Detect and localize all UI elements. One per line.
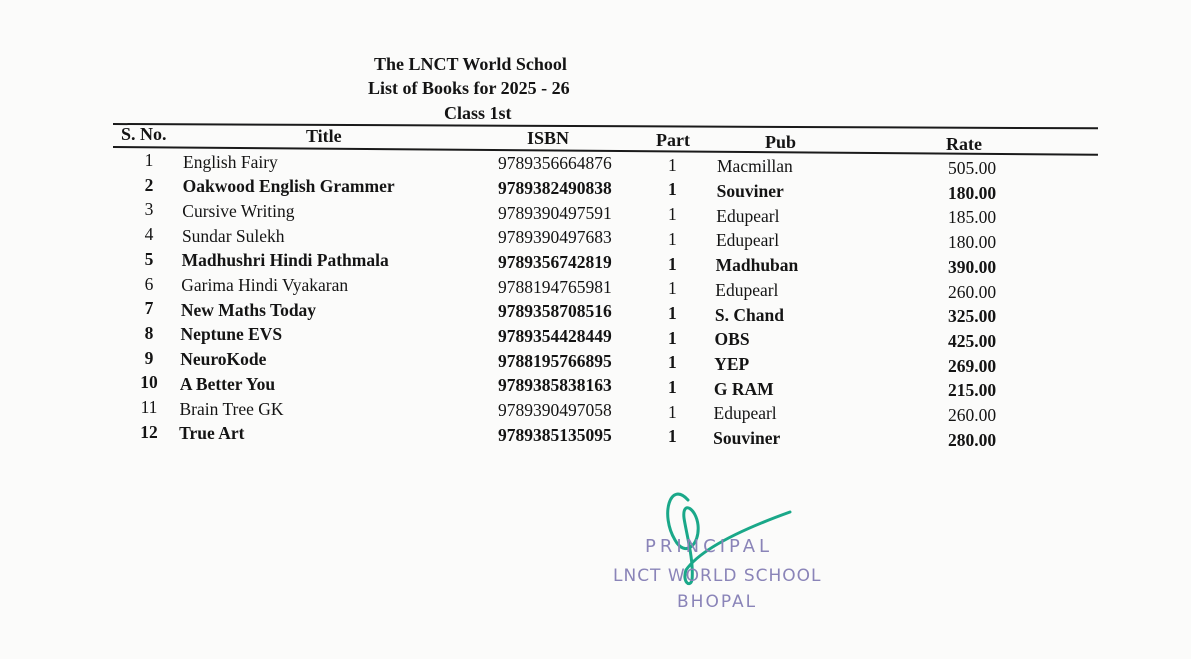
cell-part: 1 (668, 401, 677, 422)
cell-title: English Fairy (183, 151, 278, 172)
cell-rate: 505.00 (948, 158, 997, 178)
table-row (0, 421, 1191, 450)
cell-part: 1 (668, 154, 677, 175)
cell-isbn: 9789390497058 (498, 400, 612, 421)
table-row (0, 298, 1191, 327)
cell-title: Sundar Sulekh (181, 225, 285, 246)
cell-pub: Edupearl (715, 279, 779, 300)
column-header-sno: S. No. (121, 124, 167, 144)
cell-pub: Edupearl (713, 403, 777, 424)
cell-rate: 185.00 (948, 207, 997, 228)
cell-title: Brain Tree GK (179, 398, 284, 419)
cell-pub: Madhuban (715, 255, 799, 276)
table-row (0, 174, 1191, 203)
cell-part: 1 (668, 327, 677, 348)
table-row (0, 347, 1191, 376)
cell-part: 1 (668, 228, 677, 249)
column-header-rate: Rate (946, 134, 982, 154)
cell-isbn: 9788194765981 (498, 276, 612, 297)
cell-rate: 269.00 (948, 355, 997, 376)
cell-rate: 260.00 (948, 405, 997, 425)
table-row (0, 248, 1191, 277)
cell-pub: Edupearl (715, 230, 780, 251)
table-row (0, 224, 1191, 253)
cell-pub: Edupearl (716, 205, 780, 226)
cell-pub: G RAM (713, 378, 774, 399)
table-row (0, 397, 1191, 425)
table-top-rule (113, 123, 1098, 129)
cell-rate: 425.00 (948, 330, 997, 351)
cell-isbn: 9789385135095 (498, 424, 612, 445)
cell-title: Neptune EVS (180, 324, 283, 345)
column-header-isbn: ISBN (527, 128, 570, 148)
cell-sno: 8 (144, 322, 154, 343)
table-row (0, 322, 1191, 351)
cell-part: 1 (668, 179, 677, 200)
cell-sno: 4 (144, 224, 154, 245)
cell-part: 1 (668, 253, 677, 274)
table-row (0, 273, 1191, 302)
cell-part: 1 (668, 302, 677, 323)
cell-sno: 7 (144, 298, 154, 319)
cell-part: 1 (668, 352, 677, 373)
cell-pub: YEP (714, 353, 750, 374)
cell-pub: OBS (714, 329, 750, 350)
cell-isbn: 9789356664876 (498, 153, 612, 174)
column-header-part: Part (656, 130, 690, 150)
cell-title: Cursive Writing (182, 200, 295, 221)
cell-title: Madhushri Hindi Pathmala (181, 250, 389, 271)
cell-pub: Souviner (716, 181, 784, 202)
cell-sno: 5 (144, 248, 154, 269)
cell-sno: 12 (140, 421, 158, 442)
cell-rate: 215.00 (948, 380, 997, 401)
cell-sno: 3 (144, 199, 154, 220)
cell-rate: 390.00 (948, 256, 997, 277)
class-label: Class 1st (444, 103, 512, 123)
stamp-line-city: BHOPAL (677, 592, 758, 612)
cell-sno: 2 (144, 174, 154, 195)
cell-isbn: 9789385838163 (498, 375, 612, 396)
cell-rate: 280.00 (948, 429, 997, 450)
cell-pub: Souviner (713, 428, 781, 449)
stamp-line-principal: PRINCIPAL (645, 536, 774, 557)
principal-stamp (605, 530, 845, 620)
cell-sno: 9 (144, 347, 154, 368)
cell-sno: 1 (144, 150, 154, 170)
cell-sno: 11 (140, 397, 158, 417)
cell-part: 1 (668, 377, 677, 398)
cell-isbn: 9788195766895 (498, 350, 612, 371)
table-row (0, 199, 1191, 228)
cell-part: 1 (668, 204, 677, 225)
cell-part: 1 (668, 426, 677, 447)
column-header-pub: Pub (765, 132, 797, 152)
cell-title: True Art (179, 423, 245, 444)
school-name: The LNCT World School (374, 54, 567, 74)
cell-title: New Maths Today (180, 299, 317, 320)
cell-rate: 325.00 (948, 306, 997, 327)
cell-isbn: 9789390497683 (498, 227, 612, 248)
cell-rate: 260.00 (948, 281, 997, 302)
table-row (0, 150, 1191, 178)
column-header-title: Title (306, 126, 342, 146)
cell-isbn: 9789382490838 (498, 177, 612, 198)
cell-pub: Macmillan (717, 156, 793, 177)
cell-isbn: 9789356742819 (498, 251, 612, 272)
cell-title: Garima Hindi Vyakaran (181, 275, 349, 296)
cell-part: 1 (668, 278, 677, 299)
list-title: List of Books for 2025 - 26 (368, 78, 570, 98)
cell-isbn: 9789390497591 (498, 202, 612, 223)
cell-title: NeuroKode (180, 349, 267, 370)
table-row (0, 372, 1191, 401)
cell-title: A Better You (179, 373, 276, 394)
cell-sno: 10 (140, 372, 158, 393)
cell-isbn: 9789358708516 (498, 301, 612, 322)
stamp-line-school: LNCT WORLD SCHOOL (613, 566, 822, 586)
cell-isbn: 9789354428449 (498, 326, 612, 347)
cell-title: Oakwood English Grammer (182, 176, 395, 197)
cell-rate: 180.00 (948, 182, 997, 203)
cell-rate: 180.00 (948, 232, 997, 253)
cell-pub: S. Chand (714, 304, 784, 325)
cell-sno: 6 (144, 273, 154, 294)
